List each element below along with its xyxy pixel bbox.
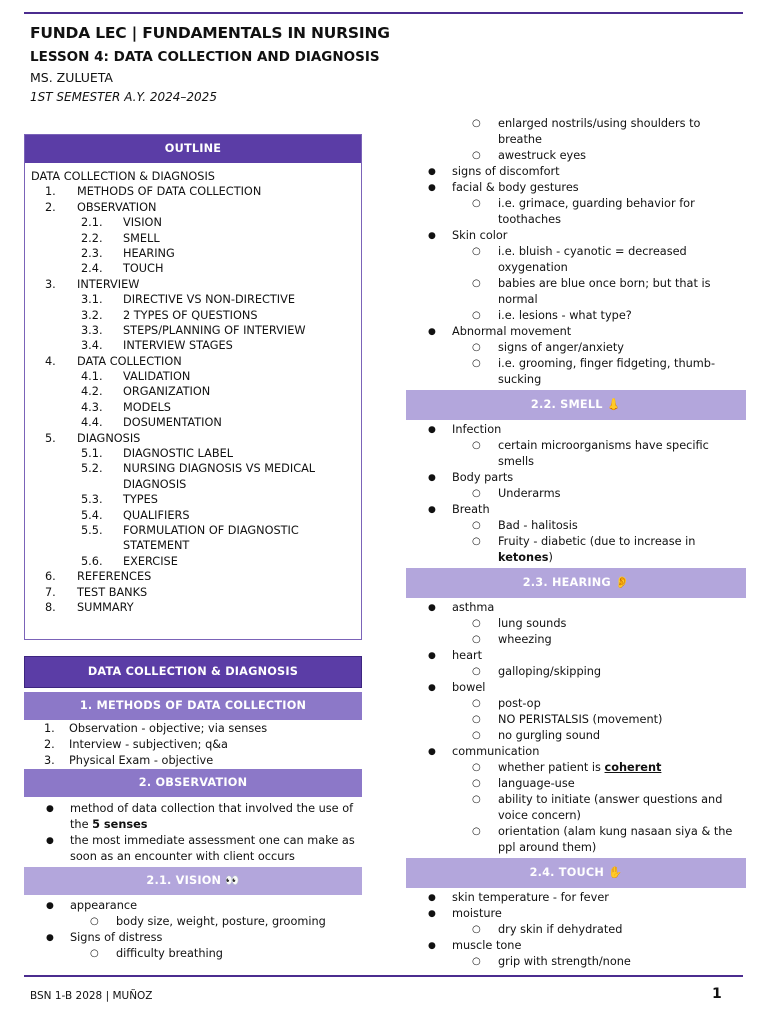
outline-item-label: REFERENCES xyxy=(77,570,152,584)
outline-item-label: INTERVIEW STAGES xyxy=(123,339,233,353)
list-item: ● appearance xyxy=(46,899,138,912)
bullet: ● xyxy=(46,901,54,911)
outline-item-number: 5.2. xyxy=(81,462,103,476)
list-item: ● skin temperature - for fever xyxy=(428,891,609,904)
outline-item-label: TEST BANKS xyxy=(77,585,148,599)
outline-item-number: 3. xyxy=(45,277,56,291)
outline-item xyxy=(31,354,355,369)
section-heading-hearing: 2.3. HEARING 👂 xyxy=(406,568,746,598)
list-item: ○ signs of anger/anxiety xyxy=(472,341,624,354)
left-column xyxy=(24,134,362,962)
list-item: 1. Observation - objective; via senses xyxy=(44,722,268,735)
outline-item-number: 4. xyxy=(45,354,56,368)
list-item: ○ post-op xyxy=(472,697,541,710)
list-item: ○ Underarms xyxy=(472,487,561,500)
section-heading-methods: 1. METHODS OF DATA COLLECTION xyxy=(24,692,362,720)
outline-item-label: INTERVIEW xyxy=(77,277,140,291)
outline-item-label: SMELL xyxy=(123,231,160,245)
section-heading-observation: 2. OBSERVATION xyxy=(24,769,362,797)
list-item: ○ i.e. bluish - cyanotic = decreased oxygenation xyxy=(472,245,687,274)
bottom-rule xyxy=(24,975,743,977)
lesson-title: LESSON 4: DATA COLLECTION AND DIAGNOSIS xyxy=(30,49,380,65)
vision-list xyxy=(24,895,362,962)
outline-item-number: 3.1. xyxy=(81,293,103,307)
list-item: 3. Physical Exam - objective xyxy=(44,754,214,767)
outline-item-number: 2.3. xyxy=(81,246,103,260)
bullet: ● xyxy=(46,836,54,846)
outline-item-number: 4.3. xyxy=(81,400,103,414)
list-item: ● Body parts xyxy=(428,471,514,484)
outline-item-label: DATA COLLECTION xyxy=(77,354,182,368)
list-item: ● method of data collection that involved the use of the 5 senses xyxy=(46,802,354,831)
outline-item xyxy=(31,431,355,446)
section-heading-smell: 2.2. SMELL 👃 xyxy=(406,390,746,420)
list-item: ○ i.e. grimace, guarding behavior for toothaches xyxy=(472,197,695,226)
outline-item xyxy=(31,369,355,384)
outline-item-label: MODELS xyxy=(123,400,171,414)
list-item: ○ certain microorganisms have specific smells xyxy=(472,439,709,468)
outline-item xyxy=(31,477,355,492)
list-item: ○ lung sounds xyxy=(472,617,567,630)
list-item: ● heart xyxy=(428,649,483,662)
outline-item-number: 4.4. xyxy=(81,416,103,430)
outline-item xyxy=(31,585,355,600)
outline-item xyxy=(31,338,355,353)
outline-item-label: TYPES xyxy=(123,493,158,507)
list-item: ● Infection xyxy=(428,423,502,436)
list-item: ○ body size, weight, posture, grooming xyxy=(90,915,326,928)
bullet: ● xyxy=(46,933,54,943)
list-item: ● Skin color xyxy=(428,229,508,242)
outline-item xyxy=(31,400,355,415)
page-number: 1 xyxy=(712,986,722,1002)
outline-item-number: 5. xyxy=(45,431,56,445)
teacher-name: MS. ZULUETA xyxy=(30,70,113,85)
section-heading-touch: 2.4. TOUCH ✋ xyxy=(406,858,746,888)
outline-item-label: DIAGNOSTIC LABEL xyxy=(123,447,234,461)
outline-item-label: HEARING xyxy=(123,246,175,260)
outline-item-number: 4.1. xyxy=(81,370,103,384)
outline-item-label: VISION xyxy=(123,216,162,230)
list-item: ○ ability to initiate (answer questions and voice concern) xyxy=(472,793,723,822)
list-item: ○ dry skin if dehydrated xyxy=(472,923,623,936)
outline-item-label: DIAGNOSIS xyxy=(123,477,187,491)
outline-item-label: NURSING DIAGNOSIS VS MEDICAL xyxy=(123,462,316,476)
outline-item-number: 2.2. xyxy=(81,231,103,245)
list-item: ● communication xyxy=(428,745,540,758)
outline-item xyxy=(31,508,355,523)
semester: 1ST SEMESTER A.Y. 2024–2025 xyxy=(30,90,217,104)
list-item: ● Abnormal movement xyxy=(428,325,572,338)
outline-list xyxy=(25,163,361,621)
list-item: ○ Bad - halitosis xyxy=(472,519,578,532)
list-item: ● Signs of distress xyxy=(46,931,163,944)
outline-item xyxy=(31,569,355,584)
outline-item-label: OBSERVATION xyxy=(77,200,157,214)
outline-item xyxy=(31,538,355,553)
outline-item-label: 2 TYPES OF QUESTIONS xyxy=(123,308,258,322)
outline-item xyxy=(31,492,355,507)
list-item: ● Breath xyxy=(428,503,490,516)
outline-item xyxy=(31,261,355,276)
outline-item-number: 8. xyxy=(45,600,56,614)
list-item: ○ language-use xyxy=(472,777,575,790)
list-item: ● moisture xyxy=(428,907,502,920)
outline-heading: OUTLINE xyxy=(25,135,361,163)
outline-item-number: 3.3. xyxy=(81,323,103,337)
bullet: ○ xyxy=(90,948,99,959)
outline-item-label: METHODS OF DATA COLLECTION xyxy=(77,185,262,199)
list-item: ○ orientation (alam kung nasaan siya & the ppl around them) xyxy=(472,825,733,854)
bullet: ● xyxy=(46,804,54,814)
list-item: ○ babies are blue once born; but that is normal xyxy=(472,277,711,306)
list-item: ● bowel xyxy=(428,681,486,694)
outline-item-label: STATEMENT xyxy=(123,539,190,553)
section-heading-vision: 2.1. VISION 👀 xyxy=(24,867,362,895)
list-item: ○ NO PERISTALSIS (movement) xyxy=(472,713,663,726)
footer-author: BSN 1-B 2028 | MUÑOZ xyxy=(30,990,153,1002)
outline-item-label: DIRECTIVE VS NON-DIRECTIVE xyxy=(123,293,295,307)
list-item: ○ awestruck eyes xyxy=(472,149,587,162)
list-item: ● asthma xyxy=(428,601,495,614)
outline-item xyxy=(31,200,355,215)
outline-item xyxy=(31,277,355,292)
outline-item xyxy=(31,554,355,569)
outline-item xyxy=(31,600,355,615)
outline-item xyxy=(31,184,355,199)
outline-item xyxy=(31,231,355,246)
outline-item-number: 5.5. xyxy=(81,523,103,537)
observation-list xyxy=(24,797,362,865)
outline-item-number: 2.4. xyxy=(81,262,103,276)
outline-item xyxy=(31,323,355,338)
list-item: ● the most immediate assessment one can make as soon as an encounter with client occurs xyxy=(46,834,355,863)
outline-item-label: EXERCISE xyxy=(123,554,178,568)
outline-item-number: 1. xyxy=(45,185,56,199)
outline-item xyxy=(31,446,355,461)
list-item: ○ no gurgling sound xyxy=(472,729,601,742)
outline-item-number: 5.4. xyxy=(81,508,103,522)
bullet: ○ xyxy=(90,916,99,927)
outline-item xyxy=(31,461,355,476)
outline-item-label: DOSUMENTATION xyxy=(123,416,222,430)
list-item: ● signs of discomfort xyxy=(428,165,560,178)
outline-item-label: ORGANIZATION xyxy=(123,385,211,399)
methods-list xyxy=(24,720,362,769)
list-item: ○ Fruity - diabetic (due to increase in ketones) xyxy=(472,535,696,564)
outline-item xyxy=(31,523,355,538)
outline-item-number: 3.2. xyxy=(81,308,103,322)
outline-item-label: FORMULATION OF DIAGNOSTIC xyxy=(123,523,299,537)
list-item: ○ whether patient is coherent xyxy=(472,761,662,774)
top-rule xyxy=(24,12,743,14)
list-item: 2. Interview - subjectiven; q&a xyxy=(44,738,228,751)
outline-item-number: 7. xyxy=(45,585,56,599)
document-title: FUNDA LEC | FUNDAMENTALS IN NURSING xyxy=(30,24,390,42)
outline-item xyxy=(31,246,355,261)
list-item: ○ galloping/skipping xyxy=(472,665,602,678)
list-item: ○ grip with strength/none xyxy=(472,955,631,968)
outline-item xyxy=(31,215,355,230)
outline-item-label: QUALIFIERS xyxy=(123,508,190,522)
list-item: ○ difficulty breathing xyxy=(90,947,223,960)
list-item: ○ wheezing xyxy=(472,633,552,646)
list-item: ● facial & body gestures xyxy=(428,181,579,194)
outline-item-number: 4.2. xyxy=(81,385,103,399)
outline-item xyxy=(31,308,355,323)
outline-item-number: 3.4. xyxy=(81,339,103,353)
outline-item-label: VALIDATION xyxy=(123,370,191,384)
right-column xyxy=(406,116,746,970)
outline-item-number: 5.6. xyxy=(81,554,103,568)
list-item: ● muscle tone xyxy=(428,939,522,952)
section-heading-data-collection: DATA COLLECTION & DIAGNOSIS xyxy=(24,656,362,688)
outline-item-label: DIAGNOSIS xyxy=(77,431,141,445)
outline-item xyxy=(31,292,355,307)
outline-item-label: DATA COLLECTION & DIAGNOSIS xyxy=(31,170,215,183)
outline-box xyxy=(24,134,362,640)
outline-item-number: 5.1. xyxy=(81,447,103,461)
outline-item-number: 6. xyxy=(45,570,56,584)
outline-item xyxy=(31,415,355,430)
outline-item xyxy=(31,169,355,184)
outline-item-number: 2. xyxy=(45,200,56,214)
outline-item-number: 5.3. xyxy=(81,493,103,507)
outline-item-number: 2.1. xyxy=(81,216,103,230)
outline-item-label: SUMMARY xyxy=(77,600,134,614)
outline-item-label: STEPS/PLANNING OF INTERVIEW xyxy=(123,323,306,337)
list-item: ○ i.e. grooming, finger fidgeting, thumb-sucking xyxy=(472,357,716,386)
outline-item xyxy=(31,384,355,399)
list-item: ○ i.e. lesions - what type? xyxy=(472,309,632,322)
list-item: ○ enlarged nostrils/using shoulders to breathe xyxy=(472,117,701,146)
outline-item-label: TOUCH xyxy=(123,262,164,276)
